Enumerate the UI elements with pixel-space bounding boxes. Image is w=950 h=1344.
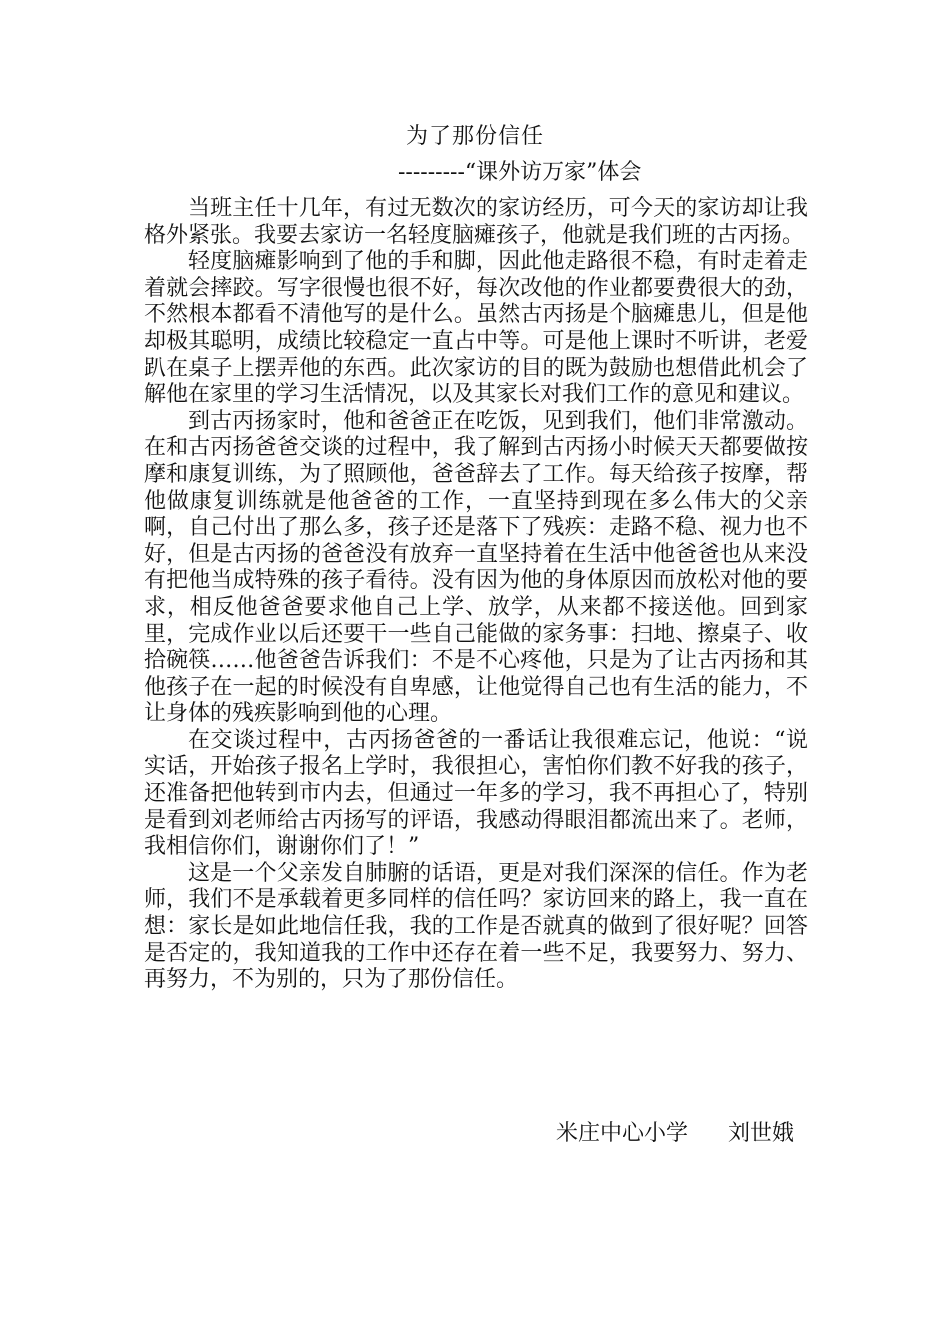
- paragraph: 在交谈过程中，古丙扬爸爸的一番话让我很难忘记，他说：“说实话，开始孩子报名上学时，我很担心，害怕你们教不好我的孩子，还准备把他转到市内去，但通过一年多的学习，我不再担心了，特别是看到刘老师给古丙扬写的评语，我感动得眼泪都流出来了。老师，我相信你们，谢谢你们了！”: [144, 727, 808, 860]
- paragraph: 轻度脑瘫影响到了他的手和脚，因此他走路很不稳，有时走着走着就会摔跤。写字很慢也很不好，每次改他的作业都要费很大的劲，不然根本都看不清他写的是什么。虽然古丙扬是个脑瘫患儿，但是他却极其聪明，成绩比较稳定一直占中等。可是他上课时不听讲，老爱趴在桌子上摆弄他的东西。此次家访的目的既为鼓励也想借此机会了解他在家里的学习生活情况，以及其家长对我们工作的意见和建议。: [144, 249, 808, 408]
- paragraph: 到古丙扬家时，他和爸爸正在吃饭，见到我们，他们非常激动。在和古丙扬爸爸交谈的过程中，我了解到古丙扬小时候天天都要做按摩和康复训练，为了照顾他，爸爸辞去了工作。每天给孩子按摩，帮他做康复训练就是他爸爸的工作，一直坚持到现在多么伟大的父亲啊，自己付出了那么多，孩子还是落下了残疾：走路不稳、视力也不好，但是古丙扬的爸爸没有放弃一直坚持着在生活中他爸爸也从来没有把他当成特殊的孩子看待。没有因为他的身体原因而放松对他的要求，相反他爸爸要求他自己上学、放学，从来都不接送他。回到家里，完成作业以后还要干一些自己能做的家务事：扫地、擦桌子、收拾碗筷……他爸爸告诉我们：不是不心疼他，只是为了让古丙扬和其他孩子在一起的时候没有自卑感，让他觉得自己也有生活的能力，不让身体的残疾影响到他的心理。: [144, 408, 808, 727]
- signature-author: 刘世娥: [728, 1121, 795, 1146]
- paragraph: 当班主任十几年，有过无数次的家访经历，可今天的家访却让我格外紧张。我要去家访一名轻度脑瘫孩子，他就是我们班的古丙扬。: [144, 196, 808, 248]
- document-subtitle: ---------“课外访万家”体会: [398, 160, 642, 185]
- paragraph: 这是一个父亲发自肺腑的话语，更是对我们深深的信任。作为老师，我们不是承载着更多同样的信任吗？家访回来的路上，我一直在想：家长是如此地信任我，我的工作是否就真的做到了很好呢？回答是否定的，我知道我的工作中还存在着一些不足，我要努力、努力、再努力，不为别的，只为了那份信任。: [144, 860, 808, 993]
- signature-school: 米庄中心小学: [556, 1121, 689, 1146]
- signature: [556, 1119, 794, 1149]
- document-body: [144, 196, 808, 994]
- document-title: 为了那份信任: [405, 124, 544, 149]
